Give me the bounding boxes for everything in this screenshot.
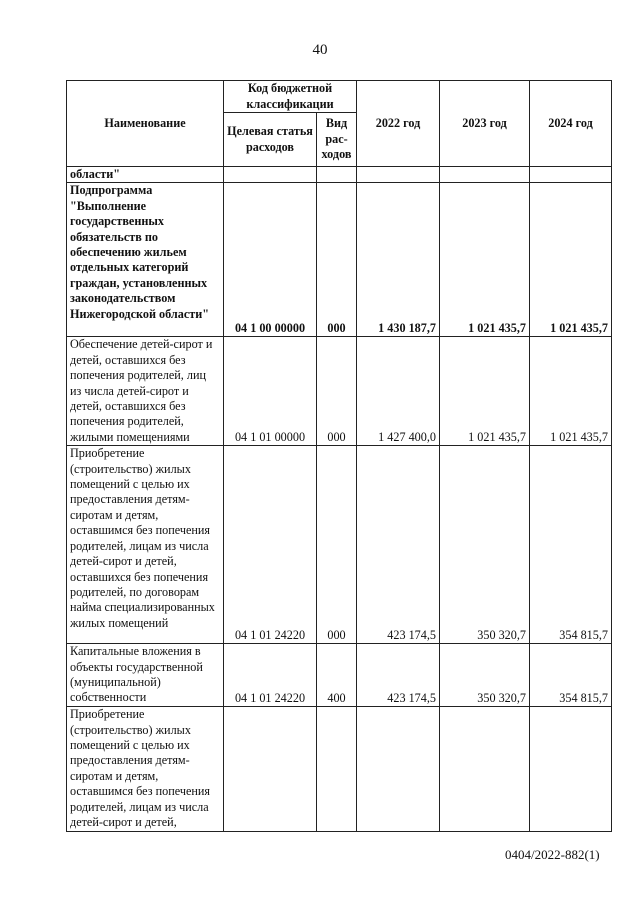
row-target-article-cell [224,707,317,831]
table-row [67,167,612,183]
header-budget-code: Код бюджетной классификации [224,81,357,113]
row-2023-cell: 1 021 435,7 [440,337,530,446]
table-row [67,183,612,337]
row-expense-type-cell: 400 [317,644,357,707]
header-2022: 2022 год [357,81,440,167]
table-row [67,644,612,707]
row-name-cell: Приобретение (строительство) жилых помещений с целью их предоставления детям-сиротам и детям, оставшимся без попечения родителей, лицам из числа детей-сирот и детей, [67,707,224,831]
row-2024-cell [530,707,612,831]
row-2022-cell [357,167,440,183]
row-2024-cell: 354 815,7 [530,446,612,644]
row-2023-cell [440,707,530,831]
row-name-cell: Обеспечение детей-сирот и детей, оставшихся без попечения родителей, лиц из числа детей-сирот и детей, оставшихся без попечения родителей, жилыми помещениями [67,337,224,446]
row-expense-type-cell [317,167,357,183]
table-row [67,707,612,831]
row-2023-cell: 1 021 435,7 [440,183,530,337]
row-target-article-cell: 04 1 01 24220 [224,644,317,707]
row-2024-cell: 1 021 435,7 [530,183,612,337]
header-name: Наименование [67,81,224,167]
row-expense-type-cell: 000 [317,337,357,446]
header-target-article: Целевая статья расходов [224,113,317,167]
row-expense-type-cell [317,707,357,831]
row-2022-cell [357,707,440,831]
row-2022-cell: 1 430 187,7 [357,183,440,337]
row-expense-type-cell: 000 [317,446,357,644]
table-row [67,446,612,644]
row-2022-cell: 423 174,5 [357,644,440,707]
row-name-cell: Капитальные вложения в объекты государственной (муниципальной) собственности [67,644,224,707]
row-name-cell: Подпрограмма "Выполнение государственных обязательств по обеспечению жильем отдельных категорий граждан, установленных законодательством Нижегородской области" [67,183,224,337]
table-body [67,167,612,832]
row-2024-cell: 354 815,7 [530,644,612,707]
budget-table [66,80,612,832]
row-2023-cell [440,167,530,183]
document-code: 0404/2022-882(1) [505,847,600,862]
row-2024-cell [530,167,612,183]
row-2023-cell: 350 320,7 [440,446,530,644]
row-2023-cell: 350 320,7 [440,644,530,707]
row-2024-cell: 1 021 435,7 [530,337,612,446]
row-target-article-cell: 04 1 00 00000 [224,183,317,337]
row-target-article-cell: 04 1 01 00000 [224,337,317,446]
row-expense-type-cell: 000 [317,183,357,337]
page-number: 40 [312,42,328,58]
row-2022-cell: 1 427 400,0 [357,337,440,446]
table-row [67,337,612,446]
row-target-article-cell: 04 1 01 24220 [224,446,317,644]
row-name-cell: Приобретение (строительство) жилых помещений с целью их предоставления детям-сиротам и детям, оставшимся без попечения родителей, лицам из числа детей-сирот и детей, оставшихся без попечения родителей, по договорам найма специализированных жилых помещений [67,446,224,644]
header-expense-type: Вид рас-ходов [317,113,357,167]
row-name-cell: области" [67,167,224,183]
header-2024: 2024 год [530,81,612,167]
row-2022-cell: 423 174,5 [357,446,440,644]
header-2023: 2023 год [440,81,530,167]
row-target-article-cell [224,167,317,183]
